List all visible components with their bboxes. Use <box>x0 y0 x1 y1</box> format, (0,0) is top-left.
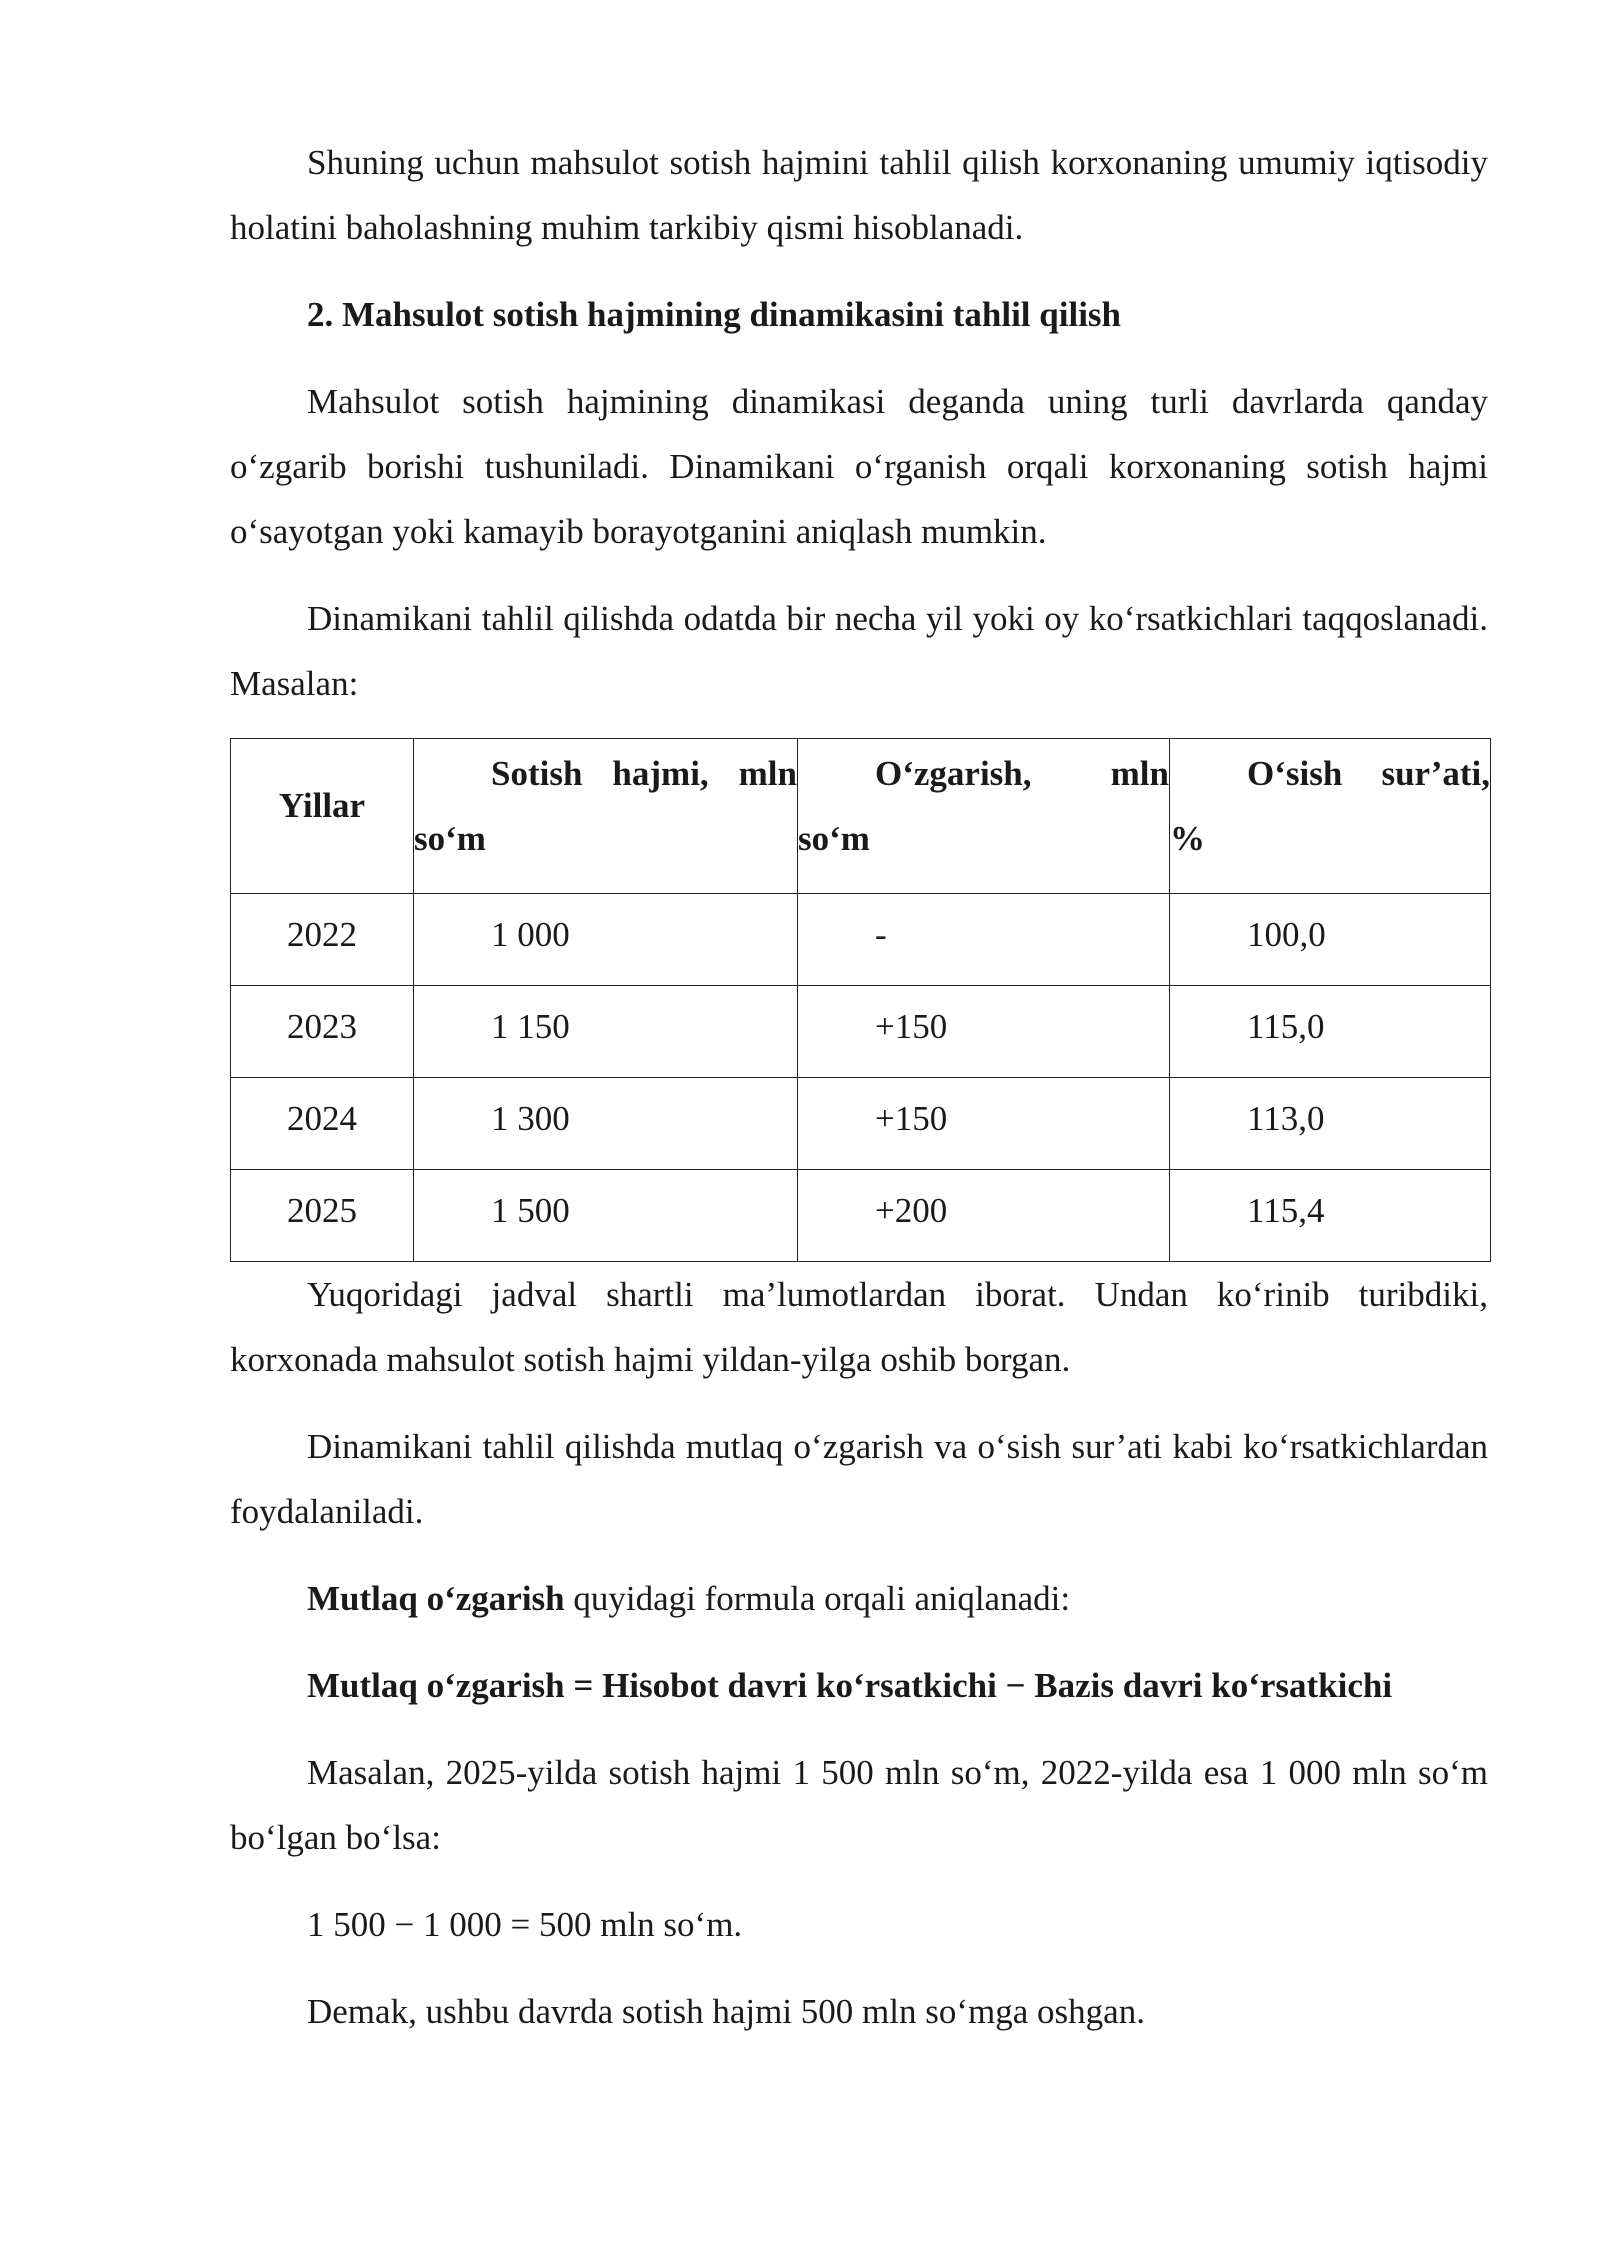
formula-absolute-change: Mutlaq o‘zgarish = Hisobot davri ko‘rsatkichi − Bazis davri ko‘rsatkichi <box>307 1666 1393 1705</box>
section-heading: 2. Mahsulot sotish hajmining dinamikasini tahlil qilish <box>307 295 1122 334</box>
cell-year: 2023 <box>231 986 414 1078</box>
paragraph-formula-intro <box>230 1566 1488 1631</box>
cell-change: - <box>798 894 1170 986</box>
header-growth-rate: O‘sish sur’ati, % <box>1170 739 1491 894</box>
header-years: Yillar <box>231 739 414 894</box>
paragraph-comparison: Dinamikani tahlil qilishda odatda bir necha yil yoki oy ko‘rsatkichlari taqqoslanadi. Masalan: <box>230 599 1488 703</box>
cell-change: +200 <box>798 1170 1170 1262</box>
cell-growth: 100,0 <box>1170 894 1491 986</box>
paragraph-example: Masalan, 2025-yilda sotish hajmi 1 500 mln so‘m, 2022-yilda esa 1 000 mln so‘m bo‘lgan bo‘lsa: <box>230 1753 1488 1857</box>
sales-dynamics-table <box>230 738 1491 1262</box>
paragraph-dynamics-definition: Mahsulot sotish hajmining dinamikasi deganda uning turli davrlarda qanday o‘zgarib borishi tushuniladi. Dinamikani o‘rganish orqali korxonaning sotish hajmi o‘sayotgan yoki kamayib borayotganini aniqlash mumkin. <box>230 382 1488 551</box>
table-row <box>231 1170 1491 1262</box>
after-table-section <box>230 1262 1488 2044</box>
paragraph-intro: Shuning uchun mahsulot sotish hajmini tahlil qilish korxonaning umumiy iqtisodiy holatini baholashning muhim tarkibiy qismi hisoblanadi. <box>230 143 1488 247</box>
paragraph-indicators: Dinamikani tahlil qilishda mutlaq o‘zgarish va o‘sish sur’ati kabi ko‘rsatkichlardan foydalaniladi. <box>230 1427 1488 1531</box>
formula-intro-rest: quyidagi formula orqali aniqlanadi: <box>564 1579 1071 1618</box>
cell-year: 2024 <box>231 1078 414 1170</box>
table-header-row <box>231 739 1491 894</box>
cell-change: +150 <box>798 1078 1170 1170</box>
document-page <box>230 130 1488 2044</box>
cell-sales: 1 500 <box>414 1170 798 1262</box>
cell-growth: 113,0 <box>1170 1078 1491 1170</box>
header-change: O‘zgarish, mln so‘m <box>798 739 1170 894</box>
cell-growth: 115,4 <box>1170 1170 1491 1262</box>
table-row <box>231 1078 1491 1170</box>
paragraph-conclusion: Demak, ushbu davrda sotish hajmi 500 mln so‘mga oshgan. <box>307 1992 1145 2031</box>
cell-year: 2025 <box>231 1170 414 1262</box>
cell-change: +150 <box>798 986 1170 1078</box>
cell-growth: 115,0 <box>1170 986 1491 1078</box>
cell-sales: 1 000 <box>414 894 798 986</box>
calculation-line: 1 500 − 1 000 = 500 mln so‘m. <box>307 1905 743 1944</box>
table-row <box>231 986 1491 1078</box>
cell-year: 2022 <box>231 894 414 986</box>
paragraph-table-note: Yuqoridagi jadval shartli ma’lumotlardan iborat. Undan ko‘rinib turibdiki, korxonada mahsulot sotish hajmi yildan-yilga oshib borgan. <box>230 1275 1488 1379</box>
term-absolute-change: Mutlaq o‘zgarish <box>307 1579 565 1618</box>
table-row <box>231 894 1491 986</box>
header-sales-volume: Sotish hajmi, mln so‘m <box>414 739 798 894</box>
cell-sales: 1 300 <box>414 1078 798 1170</box>
cell-sales: 1 150 <box>414 986 798 1078</box>
